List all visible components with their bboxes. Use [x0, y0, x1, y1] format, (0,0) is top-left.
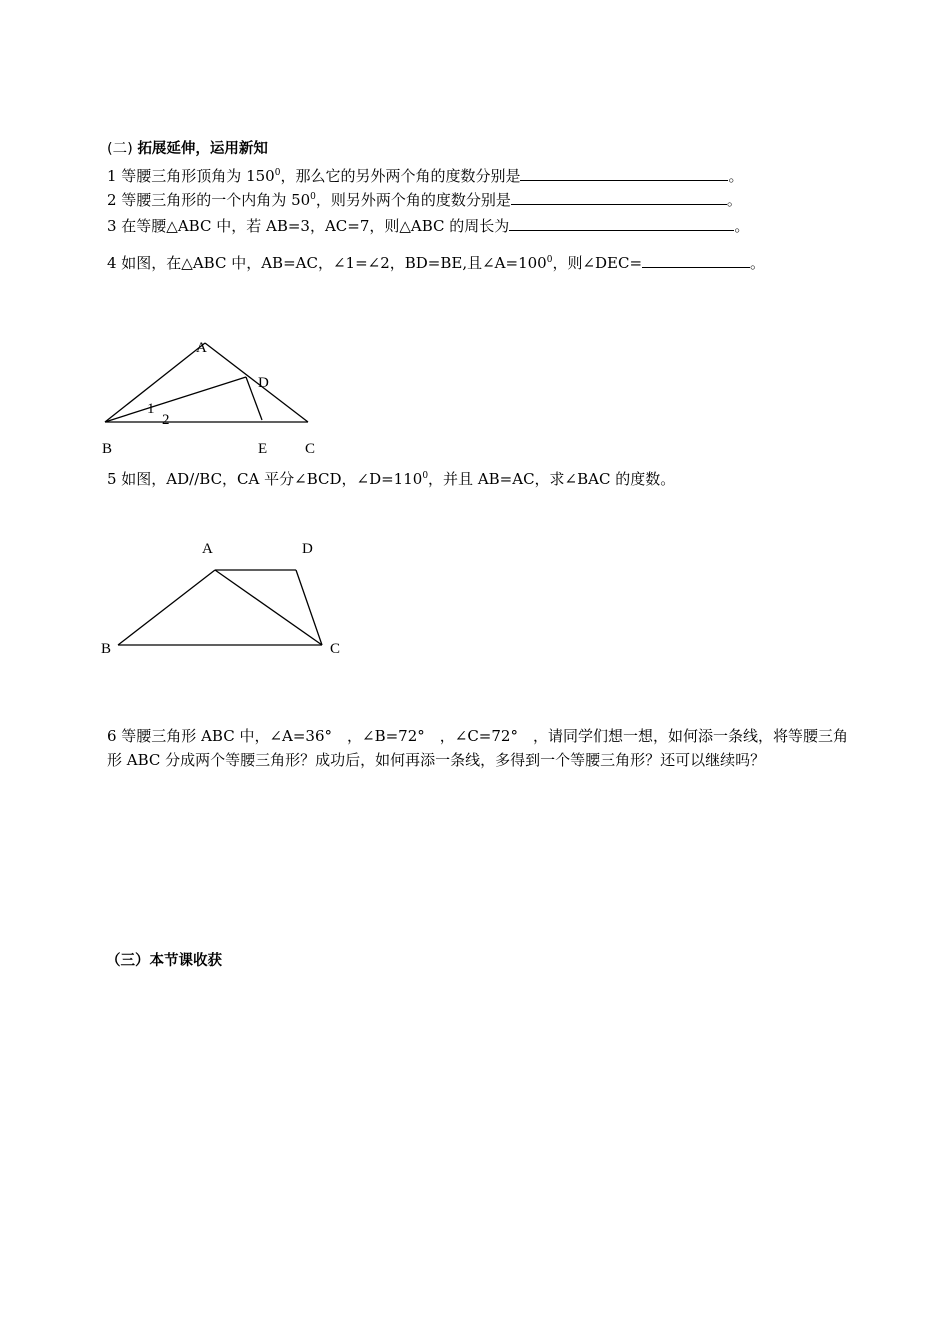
segment-BA: [118, 570, 215, 645]
label-B: B: [101, 641, 112, 657]
question-5: 5 如图，AD//BC，CA 平分∠BCD，$\angle D=110^0$，并且 AB=AC，求∠BAC 的度数。: [107, 470, 676, 488]
label-A: A: [196, 340, 207, 356]
label-D: D: [302, 541, 313, 557]
label-C: C: [305, 441, 316, 457]
question-1: 1 等腰三角形顶角为 $150^0$，那么它的另外两个角的度数分别是 。: [107, 167, 744, 185]
label-D: D: [258, 375, 269, 391]
label-B: B: [102, 441, 113, 457]
question-2: 2 等腰三角形的一个内角为 $50^0$，则另外两个角的度数分别是 。: [107, 191, 742, 209]
label-E: E: [258, 441, 268, 457]
section-title: 拓展延伸，运用新知: [137, 141, 268, 157]
figure-2-trapezoid: [0, 0, 950, 670]
section-title: （三）本节课收获: [106, 953, 222, 969]
segment-AC: [215, 570, 322, 645]
question-4: 4 如图，在△ABC 中，AB=AC，∠1=∠2，BD=BE,且$\angle A=100^0$，则∠DEC= 。: [107, 254, 766, 272]
label-angle-1: 1: [147, 401, 155, 417]
label-A: A: [202, 541, 213, 557]
section-heading-3: [106, 952, 222, 970]
question-3: 3 在等腰△ABC 中，若 AB=3，AC=7，则△ABC 的周长为 。: [107, 217, 750, 235]
question-6: 6 等腰三角形 ABC 中，∠A=36° ，∠B=72° ，∠C=72° ，请同学们想一想，如何添一条线，将等腰三角形 ABC 分成两个等腰三角形？成功后，如何再添一条线，多得到一个等腰三角形？还可以继续吗？: [107, 727, 848, 769]
section-label: (二): [107, 141, 133, 157]
label-C: C: [330, 641, 341, 657]
segment-DC: [296, 570, 322, 645]
label-angle-2: 2: [162, 412, 170, 428]
